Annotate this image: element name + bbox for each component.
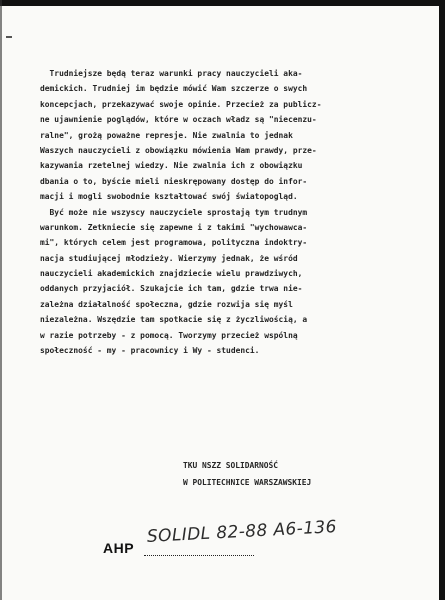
text-line: demickich. Trudniej im będzie mówić Wam szczerze o swych [40,84,308,94]
text-line: społeczność - my - pracownicy i Wy - studenci. [40,346,260,356]
archive-dotted-line [144,555,254,556]
archive-signature-handwritten: SOLIDL 82-88 A6-136 [146,517,338,547]
archive-prefix: AHP [103,540,135,556]
text-line: kazywania rzetelnej wiedzy. Nie zwalnia ich z obowiązku [40,161,303,171]
text-line: Być może nie wszyscy nauczyciele sprostają tym trudnym [40,207,308,217]
text-line: nacja studiującej młodzieży. Wierzymy jednak, że wśród [40,253,298,263]
text-line: warunkom. Zetkniecie się zapewne i z takimi "wychowawca- [40,222,308,232]
text-line: Trudniejsze będą teraz warunki pracy nauczycieli aka- [40,69,303,78]
text-line: macji i mogli swobodnie kształtować swój światopogląd. [40,192,298,202]
text-line: niezależna. Wszędzie tam spotkacie się z życzliwością, a [40,315,308,325]
text-line: dbania o to, byście mieli nieskrępowany dostęp do infor- [40,176,308,186]
punch-mark [6,36,12,38]
text-line: Waszych nauczycieli z obowiązku mówienia Wam prawdy, prze- [40,145,317,155]
signature-line: TKU NSZZ SOLIDARNOŚĆ [183,461,279,470]
text-line: ne ujawnienie poglądów, które w oczach władz są "niecenzu- [40,115,317,125]
text-line: oddanych przyjaciół. Szukajcie ich tam, gdzie trwa nie- [40,284,303,294]
scan-edge-right [439,0,445,600]
signature-block [183,458,311,491]
text-line: zależna działalność społeczna, gdzie rozwija się myśl [40,299,293,309]
scan-edge-top [0,0,445,6]
signature-line: W POLITECHNICE WARSZAWSKIEJ [183,477,312,487]
scan-edge-left [0,0,2,600]
text-line: koncepcjach, przekazywać swoje opinie. Przecież za publicz- [40,99,322,109]
body-text [40,66,380,358]
text-line: w razie potrzeby - z pomocą. Tworzymy przecież wspólną [40,330,298,340]
text-line: ralne", grożą poważne represje. Nie zwalnia to jednak [40,130,293,140]
text-line: nauczycieli akademickich znajdziecie wielu prawdziwych, [40,269,303,279]
text-line: mi", których celem jest programowa, polityczna indoktry- [40,238,308,248]
